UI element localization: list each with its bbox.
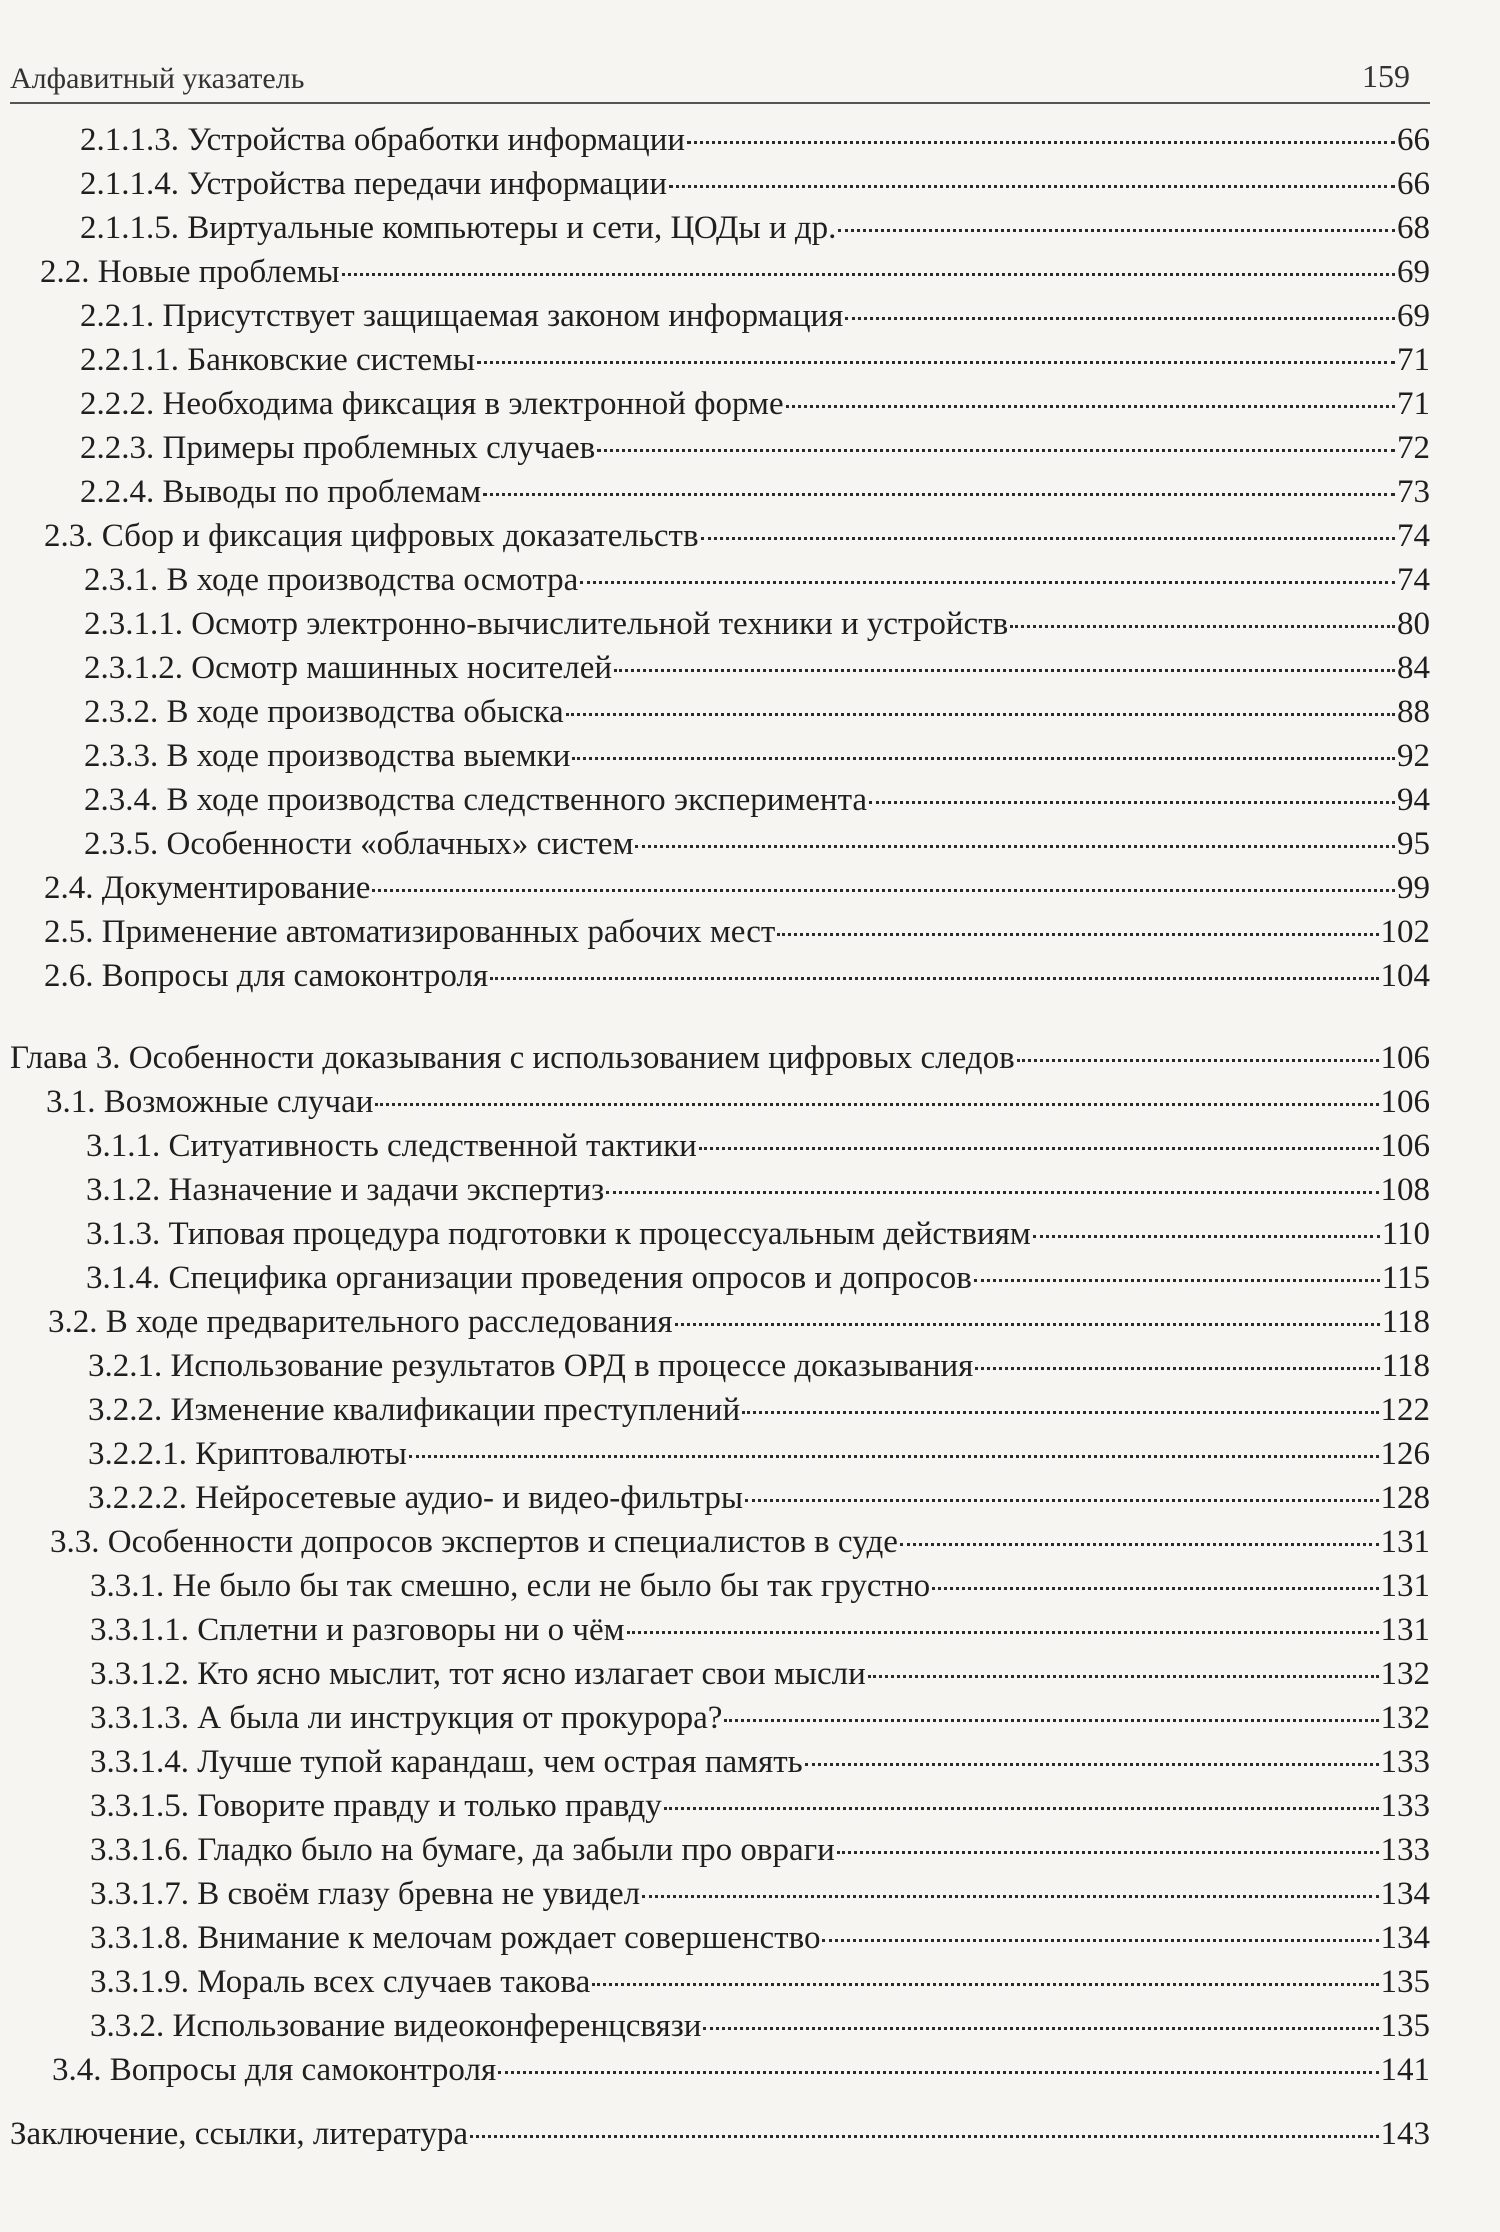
toc-entry-label [90, 1962, 590, 2002]
toc-entry-number: 2.4. [44, 870, 94, 906]
toc-entry-number: 2.3.5. [84, 826, 159, 862]
toc-entry [88, 1390, 1430, 1430]
toc-entry-title: Примеры проблемных случаев [162, 430, 596, 466]
toc-entry [86, 1126, 1430, 1166]
toc-entry [90, 2006, 1430, 2046]
toc-entry-page: 131 [1380, 1524, 1430, 1560]
toc-entry-number: 3.2.2.1. [88, 1436, 187, 1472]
toc-entry-number: Глава 3. [10, 1040, 121, 1076]
toc-entry-number: 2.3.1. [84, 562, 159, 598]
dot-leader [703, 2027, 1378, 2030]
toc-entry-title: Новые проблемы [97, 254, 340, 290]
toc-entry-number: 3.3.1.1. [90, 1612, 189, 1648]
toc-entry-title: Лучше тупой карандаш, чем острая память [197, 1744, 803, 1780]
toc-entry-label [86, 1126, 697, 1166]
dot-leader [627, 1631, 1379, 1634]
dot-leader [566, 713, 1395, 716]
toc-entry-title: Виртуальные компьютеры и сети, ЦОДы и др. [187, 210, 837, 246]
toc-entry-title: Назначение и задачи экспертиз [168, 1172, 605, 1208]
toc-entry-page: 135 [1380, 2008, 1430, 2044]
toc-entry-label [90, 1654, 866, 1694]
toc-entry-number: 3.3.1.2. [90, 1656, 189, 1692]
toc-entry-number: 3.3.1. [90, 1568, 165, 1604]
dot-leader [837, 1851, 1379, 1854]
toc-entry [86, 1258, 1430, 1298]
toc-entry-title: Использование видеоконференцсвязи [172, 2008, 702, 2044]
dot-leader [1010, 625, 1395, 628]
toc-entry-number: 2.2.4. [80, 474, 155, 510]
toc-entry-title: Особенности «облачных» систем [166, 826, 634, 862]
dot-leader [642, 1895, 1378, 1898]
toc-entry-number: 2.3.2. [84, 694, 159, 730]
dot-leader [470, 2135, 1378, 2138]
toc-entry-page: 118 [1381, 1304, 1430, 1340]
toc-entry-label [90, 1698, 722, 1738]
toc-entry-page: 115 [1381, 1260, 1430, 1296]
toc-entry-label [90, 1566, 930, 1606]
toc-entry-title: Устройства передачи информации [187, 166, 668, 202]
toc-entry-label [80, 384, 784, 424]
toc-entry-title: Осмотр машинных носителей [191, 650, 612, 686]
toc-entry [90, 1786, 1430, 1826]
toc-entry-label [84, 780, 867, 820]
toc-entry-page: 122 [1380, 1392, 1430, 1428]
toc-entry [44, 516, 1430, 556]
toc-entry [90, 1566, 1430, 1606]
toc-entry [10, 1038, 1430, 1078]
toc-entry-number: 2.6. [44, 958, 94, 994]
toc-entry-number: 3.3.1.3. [90, 1700, 189, 1736]
dot-leader [701, 537, 1395, 540]
toc-entry [84, 692, 1430, 732]
toc-entry [80, 472, 1430, 512]
toc-entry-page: 108 [1380, 1172, 1430, 1208]
toc-entry [44, 868, 1430, 908]
dot-leader [572, 757, 1395, 760]
page-header [10, 56, 1430, 104]
toc-entry-label [88, 1346, 973, 1386]
toc-entry-label [88, 1390, 740, 1430]
toc-entry-label [44, 956, 488, 996]
toc-entry-title: В ходе производства обыска [166, 694, 564, 730]
toc-entry-title: В ходе производства осмотра [166, 562, 579, 598]
toc-entry-number: 2.3.1.2. [84, 650, 183, 686]
toc-entry-number: 3.3.2. [90, 2008, 165, 2044]
toc-entry-page: 134 [1380, 1920, 1430, 1956]
toc-entry-number: 2.3.1.1. [84, 606, 183, 642]
dot-leader [592, 1983, 1378, 1986]
dot-leader [838, 229, 1395, 232]
toc-entry [84, 604, 1430, 644]
dot-leader [745, 1499, 1378, 1502]
toc-entry-page: 131 [1380, 1612, 1430, 1648]
toc-entry-title: В ходе производства выемки [166, 738, 571, 774]
toc-entry-title: Применение автоматизированных рабочих мест [101, 914, 776, 950]
toc-entry-title: Необходима фиксация в электронной форме [162, 386, 784, 422]
toc-entry [88, 1478, 1430, 1518]
toc-entry-number: 3.1.4. [86, 1260, 161, 1296]
toc-entry-title: Банковские системы [187, 342, 476, 378]
toc-entry-label [80, 120, 685, 160]
toc-entry [88, 1346, 1430, 1386]
toc-entry-title: Устройства обработки информации [187, 122, 686, 158]
toc-entry-number: 2.2.2. [80, 386, 155, 422]
toc-entry-number: 3.3.1.7. [90, 1876, 189, 1912]
toc-entry-number: 2.2.1.1. [80, 342, 179, 378]
dot-leader [372, 889, 1395, 892]
toc-entry-label [84, 560, 578, 600]
dot-leader [606, 1191, 1378, 1194]
toc-entry-number: 3.1.1. [86, 1128, 161, 1164]
dot-leader [687, 141, 1395, 144]
toc-entry-label [10, 2114, 468, 2154]
toc-entry-label [50, 1522, 898, 1562]
toc-entry-title: ссылки, литература [194, 2116, 469, 2152]
toc-entry-number: 3.3.1.8. [90, 1920, 189, 1956]
toc-entry-title: Особенности доказывания с использованием цифровых следов [128, 1040, 1015, 1076]
dot-leader [490, 977, 1378, 980]
dot-leader [375, 1103, 1378, 1106]
toc-entry-label [80, 208, 836, 248]
toc-entry-page: 66 [1397, 122, 1430, 158]
toc-entry-number: 3.3.1.5. [90, 1788, 189, 1824]
dot-leader [742, 1411, 1378, 1414]
toc-entry [52, 2050, 1430, 2090]
toc-entry-page: 126 [1380, 1436, 1430, 1472]
dot-leader [868, 1675, 1379, 1678]
toc-entry [80, 120, 1430, 160]
toc-entry-page: 68 [1397, 210, 1430, 246]
toc-entry-number: 3.4. [52, 2052, 102, 2088]
toc-entry-title: Присутствует защищаемая законом информация [162, 298, 844, 334]
toc-entry-title: Осмотр электронно-вычислительной техники и устройств [191, 606, 1009, 642]
toc-entry-number: 2.3.3. [84, 738, 159, 774]
toc-entry-label [48, 1302, 673, 1342]
toc-entry [84, 780, 1430, 820]
toc-entry-number: 2.3.4. [84, 782, 159, 818]
dot-leader [483, 493, 1395, 496]
toc-entry [90, 1962, 1430, 2002]
toc-entry-number: 3.3.1.6. [90, 1832, 189, 1868]
toc-entry-label [86, 1258, 972, 1298]
dot-leader [477, 361, 1395, 364]
toc-entry-number: 3.2.2. [88, 1392, 163, 1428]
dot-leader [786, 405, 1395, 408]
dot-leader [614, 669, 1395, 672]
toc-entry-label [44, 912, 775, 952]
toc-entry-title: Мораль всех случаев такова [197, 1964, 591, 2000]
toc-entry-title: Сбор и фиксация цифровых доказательств [101, 518, 699, 554]
toc-entry-number: 2.2.1. [80, 298, 155, 334]
toc-entry [80, 296, 1430, 336]
toc-entry-title: Типовая процедура подготовки к процессуальным действиям [168, 1216, 1031, 1252]
dot-leader [664, 1807, 1379, 1810]
toc-entry [90, 1742, 1430, 1782]
toc-entry-label [80, 296, 843, 336]
toc-entry-label [40, 252, 340, 292]
toc-entry-label [88, 1478, 743, 1518]
dot-leader [1033, 1235, 1380, 1238]
toc-entry [80, 428, 1430, 468]
toc-entry-title: Документирование [101, 870, 371, 906]
dot-leader [975, 1367, 1379, 1370]
toc-entry [10, 2114, 1430, 2154]
toc-entry-title: Использование результатов ОРД в процессе доказывания [170, 1348, 974, 1384]
toc-entry-label [90, 1610, 625, 1650]
toc-entry [86, 1170, 1430, 1210]
toc-entry [84, 736, 1430, 776]
toc-entry-number: 3.3. [50, 1524, 100, 1560]
toc-entry [90, 1654, 1430, 1694]
toc-entry-page: 99 [1397, 870, 1430, 906]
toc-entry-page: 66 [1397, 166, 1430, 202]
running-title: Алфавитный указатель [10, 62, 305, 95]
toc-entry-title: В своём глазу бревна не увидел [197, 1876, 641, 1912]
toc-entry-label [80, 428, 595, 468]
toc-entry [48, 1302, 1430, 1342]
toc-entry-label [88, 1434, 407, 1474]
toc-entry-number: 3.1. [46, 1084, 96, 1120]
dot-leader [869, 801, 1395, 804]
toc-entry [40, 252, 1430, 292]
toc-entry-label [84, 824, 633, 864]
toc-entry-title: Нейросетевые аудио- и видео-фильтры [195, 1480, 744, 1516]
toc-entry-page: 72 [1397, 430, 1430, 466]
toc-entry [80, 208, 1430, 248]
toc-entry-page: 133 [1380, 1788, 1430, 1824]
toc-entry [80, 164, 1430, 204]
toc-entry-title: Ситуативность следственной тактики [168, 1128, 697, 1164]
toc-entry-label [84, 736, 570, 776]
dot-leader [932, 1587, 1378, 1590]
dot-leader [724, 1719, 1378, 1722]
toc-entry-page: 69 [1397, 254, 1430, 290]
toc-entry-page: 71 [1397, 342, 1430, 378]
toc-entry-label [90, 1918, 820, 1958]
toc-entry-number: 2.2. [40, 254, 90, 290]
toc-entry-page: 80 [1397, 606, 1430, 642]
toc-entry-page: 84 [1397, 650, 1430, 686]
toc-entry-title: Специфика организации проведения опросов и допросов [168, 1260, 972, 1296]
toc-entry-page: 74 [1397, 562, 1430, 598]
toc-entry-label [90, 2006, 701, 2046]
toc-entry-label [90, 1874, 640, 1914]
dot-leader [580, 581, 1395, 584]
toc-entry [90, 1830, 1430, 1870]
toc-entry-number: Заключение, [10, 2116, 187, 2152]
dot-leader [1017, 1059, 1379, 1062]
toc-entry-page: 118 [1381, 1348, 1430, 1384]
dot-leader [597, 449, 1395, 452]
toc-entry-number: 2.3. [44, 518, 94, 554]
toc-entry-page: 102 [1380, 914, 1430, 950]
toc-entry-number: 2.5. [44, 914, 94, 950]
toc-entry-title: В ходе производства следственного эксперимента [166, 782, 868, 818]
toc-entry-number: 2.1.1.5. [80, 210, 179, 246]
toc-entry [44, 956, 1430, 996]
toc-entry-label [84, 648, 612, 688]
toc-entry-label [44, 868, 370, 908]
toc-entry-page: 74 [1397, 518, 1430, 554]
dot-leader [822, 1939, 1378, 1942]
toc-entry-number: 3.2.2.2. [88, 1480, 187, 1516]
toc-entry-label [90, 1786, 662, 1826]
dot-leader [498, 2071, 1378, 2074]
toc-entry-page: 95 [1397, 826, 1430, 862]
toc-entry-label [46, 1082, 373, 1122]
toc-entry-label [52, 2050, 496, 2090]
toc-entry-label [84, 692, 564, 732]
page-number: 159 [1362, 58, 1410, 94]
toc-entry-number: 3.1.2. [86, 1172, 161, 1208]
toc-entry-title: Изменение квалификации преступлений [170, 1392, 741, 1428]
toc-entry-label [80, 340, 475, 380]
toc-entry-title: Вопросы для самоконтроля [101, 958, 489, 994]
toc-entry-page: 134 [1380, 1876, 1430, 1912]
toc-entry-title: А была ли инструкция от прокурора? [197, 1700, 723, 1736]
toc-entry [80, 384, 1430, 424]
toc-entry-page: 133 [1380, 1832, 1430, 1868]
toc-entry-page: 88 [1397, 694, 1430, 730]
toc-entry-number: 3.3.1.4. [90, 1744, 189, 1780]
toc-entry-page: 69 [1397, 298, 1430, 334]
toc-entry-label [80, 472, 481, 512]
toc-entry-title: Говорите правду и только правду [197, 1788, 662, 1824]
toc-entry-number: 3.2.1. [88, 1348, 163, 1384]
dot-leader [699, 1147, 1379, 1150]
toc-entry-title: Криптовалюты [195, 1436, 407, 1472]
toc-entry-label [90, 1830, 835, 1870]
toc-entry [86, 1214, 1430, 1254]
toc-entry-title: В ходе предварительного расследования [105, 1304, 673, 1340]
dot-leader [900, 1543, 1379, 1546]
dot-leader [409, 1455, 1379, 1458]
toc-entry-label [10, 1038, 1015, 1078]
toc-entry [44, 912, 1430, 952]
toc-entry-title: Вопросы для самоконтроля [109, 2052, 497, 2088]
toc-entry-label [84, 604, 1008, 644]
dot-leader [342, 273, 1395, 276]
toc-entry-page: 132 [1380, 1700, 1430, 1736]
toc-entry-title: Внимание к мелочам рождает совершенство [197, 1920, 821, 1956]
toc-entry-title: Не было бы так смешно, если не было бы так грустно [172, 1568, 931, 1604]
dot-leader [635, 845, 1395, 848]
toc-entry [88, 1434, 1430, 1474]
toc-entry [84, 560, 1430, 600]
dot-leader [777, 933, 1378, 936]
toc-entry [90, 1610, 1430, 1650]
toc-entry-label [44, 516, 699, 556]
dot-leader [675, 1323, 1380, 1326]
toc-entry-page: 135 [1380, 1964, 1430, 2000]
toc-entry-label [90, 1742, 803, 1782]
toc-entry-page: 143 [1380, 2116, 1430, 2152]
toc-entry-page: 106 [1380, 1128, 1430, 1164]
toc-entry-page: 131 [1380, 1568, 1430, 1604]
toc-entry-page: 132 [1380, 1656, 1430, 1692]
toc-entry-page: 92 [1397, 738, 1430, 774]
toc-entry-title: Особенности допросов экспертов и специалистов в суде [107, 1524, 898, 1560]
toc-entry [90, 1698, 1430, 1738]
toc-entry-page: 141 [1380, 2052, 1430, 2088]
toc-entry-page: 71 [1397, 386, 1430, 422]
toc-entry [46, 1082, 1430, 1122]
toc-entry [84, 648, 1430, 688]
toc-entry [90, 1874, 1430, 1914]
toc-entry-label [80, 164, 667, 204]
dot-leader [974, 1279, 1380, 1282]
toc-entry [50, 1522, 1430, 1562]
toc-entry-page: 73 [1397, 474, 1430, 510]
toc-entry-page: 133 [1380, 1744, 1430, 1780]
toc-entry [90, 1918, 1430, 1958]
toc-entry-title: Сплетни и разговоры ни о чём [197, 1612, 625, 1648]
toc-entry-title: Кто ясно мыслит, тот ясно излагает свои мысли [197, 1656, 866, 1692]
dot-leader [845, 317, 1395, 320]
toc-entry-page: 104 [1380, 958, 1430, 994]
toc-entry-number: 2.1.1.4. [80, 166, 179, 202]
toc-entry-title: Выводы по проблемам [162, 474, 482, 510]
toc-entry [84, 824, 1430, 864]
toc-entry-title: Гладко было на бумаге, да забыли про овраги [197, 1832, 835, 1868]
toc-entry-number: 3.1.3. [86, 1216, 161, 1252]
toc-entry-page: 94 [1397, 782, 1430, 818]
toc-entry-page: 106 [1380, 1084, 1430, 1120]
toc-entry-number: 2.1.1.3. [80, 122, 179, 158]
toc-entry-label [86, 1214, 1031, 1254]
dot-leader [805, 1763, 1379, 1766]
toc-entry [80, 340, 1430, 380]
dot-leader [669, 185, 1395, 188]
toc-entry-page: 128 [1380, 1480, 1430, 1516]
toc-entry-page: 106 [1380, 1040, 1430, 1076]
toc-entry-label [86, 1170, 604, 1210]
toc-entry-page: 110 [1381, 1216, 1430, 1252]
toc-entry-title: Возможные случаи [103, 1084, 374, 1120]
toc-entry-number: 3.2. [48, 1304, 98, 1340]
toc-entry-number: 3.3.1.9. [90, 1964, 189, 2000]
toc-entry-number: 2.2.3. [80, 430, 155, 466]
